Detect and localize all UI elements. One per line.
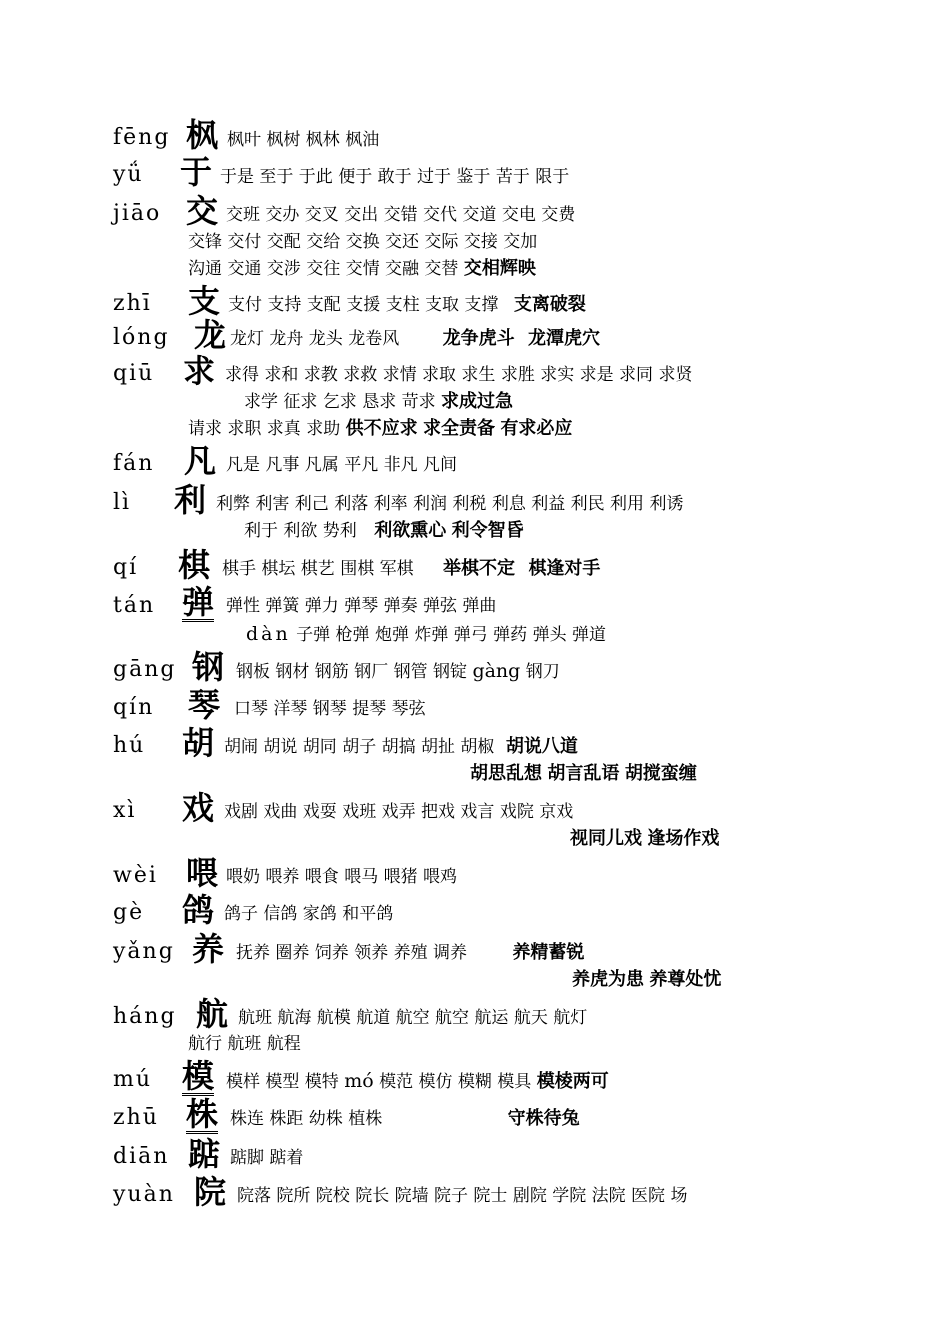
word-list: 于是 至于 于此 便于 敢于 过于 鉴于 苦于 限于 xyxy=(220,167,570,187)
pinyin: yǘ xyxy=(113,162,144,187)
word-list-text: 胡闹 胡说 胡同 胡子 胡搞 胡扯 胡椒 xyxy=(224,737,495,757)
word-list xyxy=(188,255,536,283)
idiom: 棋逢对手 xyxy=(528,558,601,579)
word-list xyxy=(188,415,572,443)
word-list-text: 模范 模仿 模糊 模具 xyxy=(379,1072,532,1092)
idiom: 利欲熏心 xyxy=(374,520,447,541)
character: 支 xyxy=(188,282,221,320)
word-list-text: 支付 支持 支配 支援 支柱 支取 支撑 xyxy=(228,295,499,315)
word-list: 鸽子 信鸽 家鸽 和平鸽 xyxy=(224,904,394,924)
idiom: 供不应求 xyxy=(345,418,418,439)
character: 模 xyxy=(182,1057,215,1095)
idiom: 举棋不定 xyxy=(443,558,516,579)
idiom: 胡搅蛮缠 xyxy=(624,763,697,784)
idiom: 逢场作戏 xyxy=(647,828,720,849)
word-list xyxy=(226,1067,609,1096)
character: 龙 xyxy=(194,316,227,354)
character: 养 xyxy=(192,930,225,968)
idiom: 求全责备 xyxy=(423,418,496,439)
character: 利 xyxy=(174,481,207,519)
word-list-text: 沟通 交通 交涉 交往 交情 交融 交替 xyxy=(188,259,459,279)
word-list-text: 株连 株距 幼株 植株 xyxy=(230,1109,383,1129)
character: 琴 xyxy=(188,686,221,724)
word-list: 交锋 交付 交配 交给 交换 交还 交际 交接 交加 xyxy=(188,232,538,252)
pinyin: mú xyxy=(113,1067,153,1092)
pinyin: qín xyxy=(113,695,155,720)
word-list xyxy=(224,733,578,761)
idiom: 支离破裂 xyxy=(513,294,586,315)
word-list-text: 钢板 钢材 钢筋 钢厂 钢管 钢锭 xyxy=(236,662,468,682)
pinyin: zhī xyxy=(113,291,152,316)
character: 弹 xyxy=(182,583,215,621)
pinyin: lóng xyxy=(113,325,170,350)
idiom: 视同儿戏 xyxy=(570,828,642,849)
word-list: 求得 求和 求教 求救 求情 求取 求生 求胜 求实 求是 求同 求贤 xyxy=(225,365,693,385)
word-list-text: 利于 利欲 势利 xyxy=(244,521,357,541)
pinyin: qiū xyxy=(113,361,155,386)
character: 航 xyxy=(196,995,229,1033)
idiom: 交相辉映 xyxy=(463,258,536,279)
idiom: 胡思乱想 xyxy=(470,763,542,784)
word-list: 凡是 凡事 凡属 平凡 非凡 凡间 xyxy=(226,455,458,475)
idiom: 龙争虎斗 xyxy=(442,328,515,349)
pinyin: gè xyxy=(113,900,145,925)
pinyin: zhū xyxy=(113,1105,159,1130)
alt-pinyin: gàng xyxy=(472,660,521,682)
word-list: 航班 航海 航模 航道 航空 航空 航运 航天 航灯 xyxy=(238,1008,588,1028)
pinyin: háng xyxy=(113,1004,177,1029)
character: 戏 xyxy=(182,789,215,827)
pinyin: lì xyxy=(113,490,132,515)
word-list: 交班 交办 交叉 交出 交错 交代 交道 交电 交费 xyxy=(226,205,576,225)
pinyin: jiāo xyxy=(113,201,162,226)
idiom: 胡言乱语 xyxy=(547,763,620,784)
idiom: 有求必应 xyxy=(500,418,573,439)
character: 踮 xyxy=(188,1135,221,1173)
character: 胡 xyxy=(182,724,215,762)
word-list: 航行 航班 航程 xyxy=(188,1034,301,1054)
pinyin: qí xyxy=(113,555,139,580)
word-list-text: 子弹 枪弹 炮弹 炸弹 弹弓 弹药 弹头 弹道 xyxy=(296,625,606,645)
word-list xyxy=(236,657,560,686)
idiom: 龙潭虎穴 xyxy=(528,328,601,349)
word-list xyxy=(222,555,600,583)
word-list xyxy=(570,825,719,853)
word-list-text: 棋手 棋坛 棋艺 围棋 军棋 xyxy=(222,559,414,579)
word-list-text: 抚养 圈养 饲养 领养 养殖 调养 xyxy=(236,943,468,963)
word-list-text: 请求 求职 求真 求助 xyxy=(188,419,341,439)
word-list: 枫叶 枫树 枫林 枫油 xyxy=(227,130,380,150)
alt-pinyin: mó xyxy=(344,1070,374,1092)
character: 棋 xyxy=(178,546,211,584)
word-list: 利弊 利害 利己 利落 利率 利润 利税 利息 利益 利民 利用 利诱 xyxy=(216,494,684,514)
word-list-text: 求学 征求 乞求 恳求 苛求 xyxy=(244,392,436,412)
pinyin: tán xyxy=(113,593,156,618)
pinyin: yǎng xyxy=(113,939,175,964)
pinyin: wèi xyxy=(113,863,158,888)
idiom: 养虎为患 xyxy=(572,969,644,990)
pinyin: fēng xyxy=(113,125,171,150)
word-list-text: 龙灯 龙舟 龙头 龙卷风 xyxy=(230,329,400,349)
word-list xyxy=(230,1105,580,1133)
idiom: 模棱两可 xyxy=(536,1071,609,1092)
idiom: 守株待兔 xyxy=(507,1108,580,1129)
character: 凡 xyxy=(184,442,217,480)
character: 喂 xyxy=(186,854,219,892)
word-list: 口琴 洋琴 钢琴 提琴 琴弦 xyxy=(234,699,426,719)
idiom: 养尊处忧 xyxy=(649,969,722,990)
character: 钢 xyxy=(192,648,225,686)
pinyin: gāng xyxy=(113,657,177,682)
pinyin: yuàn xyxy=(113,1182,175,1207)
pinyin: xì xyxy=(113,798,137,823)
pinyin: diān xyxy=(113,1144,170,1169)
character: 株 xyxy=(186,1095,219,1133)
word-list xyxy=(228,291,586,319)
word-list xyxy=(572,966,721,994)
word-list-text: 模样 模型 模特 xyxy=(226,1072,339,1092)
word-list xyxy=(236,939,584,967)
word-list xyxy=(246,620,606,649)
character: 求 xyxy=(183,352,216,390)
word-list: 戏剧 戏曲 戏耍 戏班 戏弄 把戏 戏言 戏院 京戏 xyxy=(224,802,574,822)
character: 枫 xyxy=(186,116,219,154)
word-list xyxy=(470,760,697,788)
word-list: 喂奶 喂养 喂食 喂马 喂猪 喂鸡 xyxy=(226,867,458,887)
pinyin: fán xyxy=(113,451,155,476)
character: 院 xyxy=(194,1173,227,1211)
idiom: 求成过急 xyxy=(441,391,514,412)
word-list-text: 钢刀 xyxy=(525,662,560,682)
idiom: 养精蓄锐 xyxy=(512,942,585,963)
word-list: 踮脚 踮着 xyxy=(230,1148,304,1168)
word-list: 弹性 弹簧 弹力 弹琴 弹奏 弹弦 弹曲 xyxy=(226,596,497,616)
word-list xyxy=(244,388,513,416)
character: 鸽 xyxy=(182,891,215,929)
alt-pinyin: dàn xyxy=(246,623,291,645)
word-list xyxy=(244,517,524,545)
character: 交 xyxy=(186,192,219,230)
idiom: 胡说八道 xyxy=(505,736,578,757)
word-list xyxy=(230,325,600,353)
idiom: 利令智昏 xyxy=(451,520,524,541)
character: 于 xyxy=(180,153,213,191)
pinyin: hú xyxy=(113,733,146,758)
word-list: 院落 院所 院校 院长 院墙 院子 院士 剧院 学院 法院 医院 场 xyxy=(237,1186,688,1206)
